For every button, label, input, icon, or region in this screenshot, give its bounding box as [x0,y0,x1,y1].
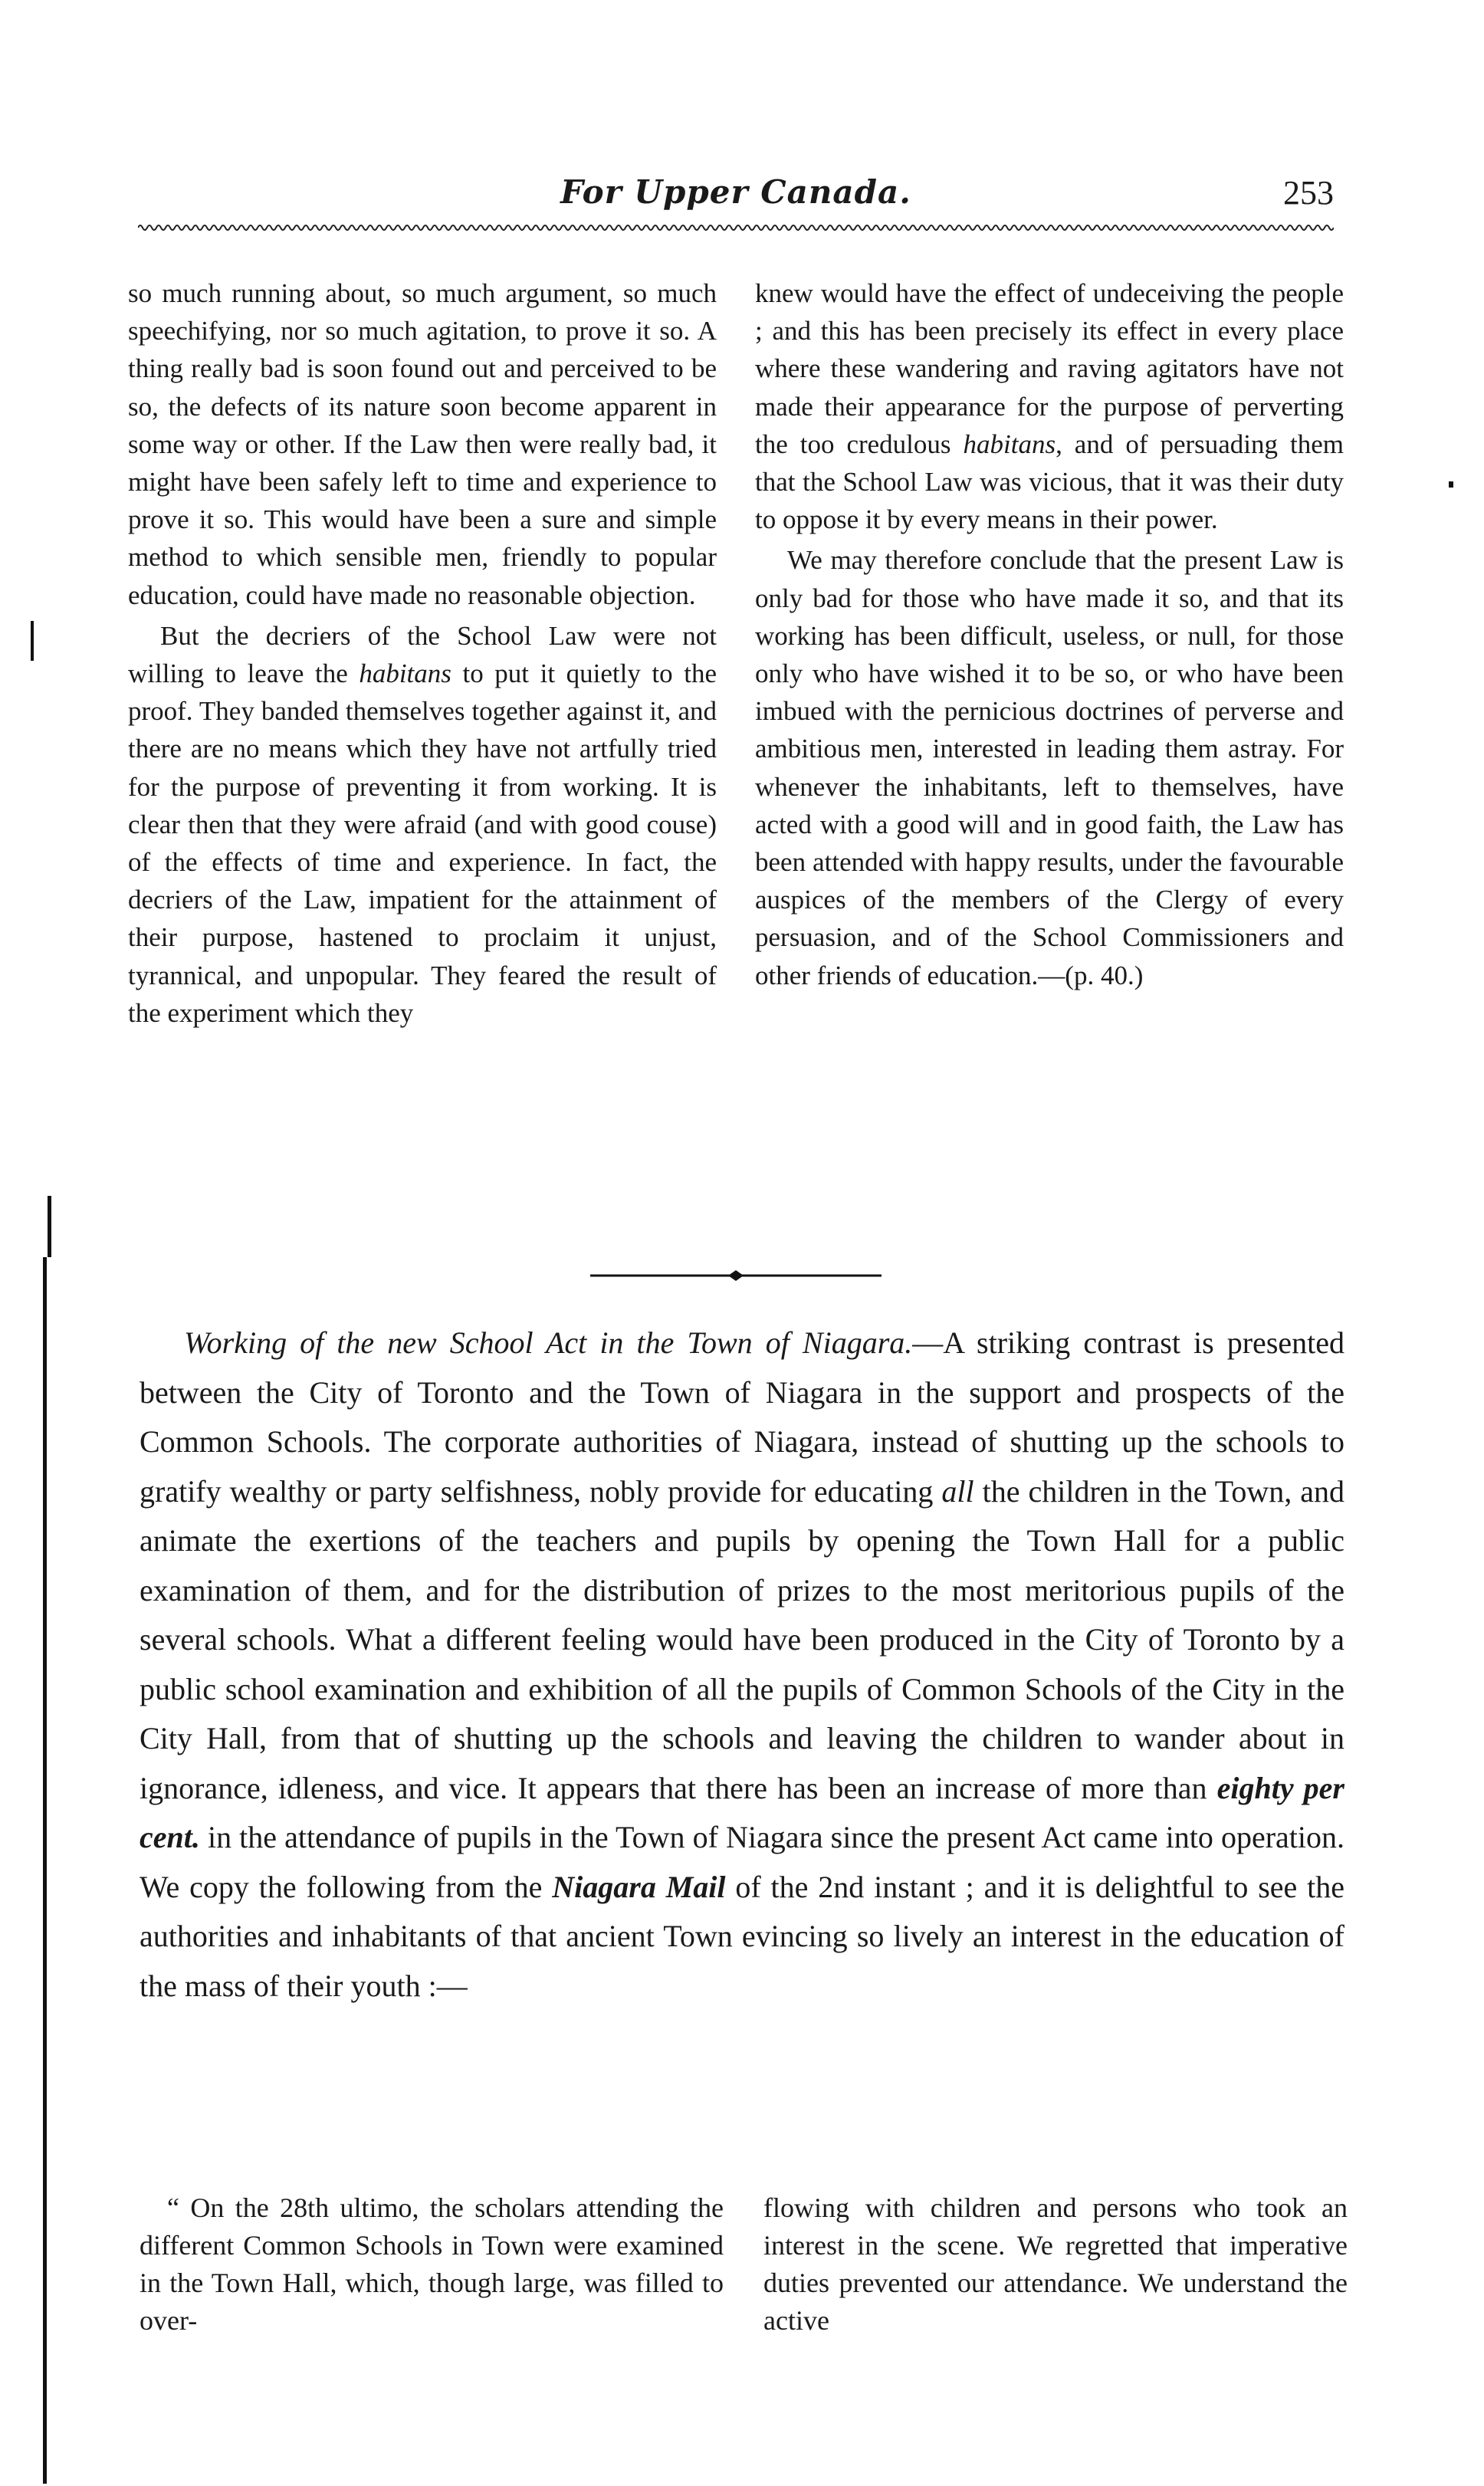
newspaper-title: Niagara Mail [552,1869,726,1904]
emphasis-eighty-per-cent: eighty per cent. [140,1770,1344,1854]
paragraph: “ On the 28th ultimo, the scholars attending the different Common Schools in Town were examined in the Town Hall, which, though large, was filled to over- [140,2192,724,2336]
scan-edge-mark [48,1196,51,1257]
paragraph: knew would have the effect of undeceiving the people ; and this has been precisely its effect in every place where these wandering and raving agitators have not made their appearance for the purpose of perverting the too credulous habitans, and of persuading them that the School Law was vicious, that it was their duty to oppose it by every means in their power. [755,278,1344,535]
scan-dot [1449,481,1453,488]
article-niagara [140,1319,1344,2011]
quoted-extract-right [763,2189,1348,2340]
italic-term: habitans [359,658,451,689]
section-divider-ornament [590,1266,882,1285]
paragraph: We may therefore conclude that the present Law is only bad for those who have made it so, and that its working has been difficult, useless, or null, for those only who have wished it to be so, or who have been imbued with the pernicious doctrines of perverse and ambitious men, interested in leading them astray. For whenever the inhabitants, left to themselves, have acted with a good will and in good faith, the Law has been attended with happy results, under the favourable auspices of the members of the Clergy of every persuasion, and of the School Commissioners and other friends of education.—(p. 40.) [755,545,1344,990]
article-heading: Working of the new School Act in the Town of Niagara. [184,1325,913,1360]
quoted-extract-left [140,2189,724,2340]
page-number: 253 [1283,174,1334,212]
paragraph: flowing with children and persons who took an interest in the scene. We regretted that imperative duties prevented our attendance. We understand the active [763,2192,1348,2336]
header-wavy-rule [138,221,1334,235]
scan-edge-mark [31,621,34,661]
article-paragraph: Working of the new School Act in the Town of Niagara.—A striking contrast is presented between the City of Toronto and the Town of Niagara in the support and prospects of the Common Schools. The corporate authorities of Niagara, instead of shutting up the schools to gratify wealthy or party selfishness, nobly provide for educating all the children in the Town, and animate the exertions of the teachers and pupils by opening the Town Hall for a public examination of them, and for the distribution of prizes to the most meritorious pupils of the several schools. What a different feeling would have been produced in the City of Toronto by a public school examination and exhibition of all the pupils of Common Schools of the City in the City Hall, from that of shutting up the schools and leaving the children to wander about in ignorance, idleness, and vice. It appears that there has been an increase of more than eighty per cent. in the attendance of pupils in the Town of Niagara since the present Act came into operation. We copy the following from the Niagara Mail of the 2nd instant ; and it is delightful to see the authorities and inhabitants of that ancient Town evincing so lively an interest in the education of the mass of their youth :— [140,1325,1345,2003]
left-column [128,274,717,1032]
italic-term: habitans [963,429,1056,459]
right-column [755,274,1344,994]
scan-edge-line [43,1257,47,2484]
running-title: For Upper Canada. [560,173,911,211]
paragraph: so much running about, so much argument, so much speechifying, nor so much agitation, to prove it so. A thing really bad is soon found out and perceived to be so, the defects of its nature soon become apparent in some way or other. If the Law then were really bad, it might have been safely left to time and experience to prove it so. This would have been a sure and simple method to which sensible men, friendly to popular education, could have made no reasonable objection. [128,278,717,610]
running-head [138,170,1334,216]
paragraph: But the decriers of the School Law were not willing to leave the habitans to put it quietly to the proof. They banded themselves together against it, and there are no means which they have not artfully tried for the purpose of preventing it from working. It is clear then that they were afraid (and with good couse) of the effects of time and experience. In fact, the decriers of the Law, impatient for the attainment of their purpose, hastened to proclaim it unjust, tyrannical, and unpopular. They feared the result of the experiment which they [128,620,717,1028]
emphasis-all: all [941,1473,974,1509]
